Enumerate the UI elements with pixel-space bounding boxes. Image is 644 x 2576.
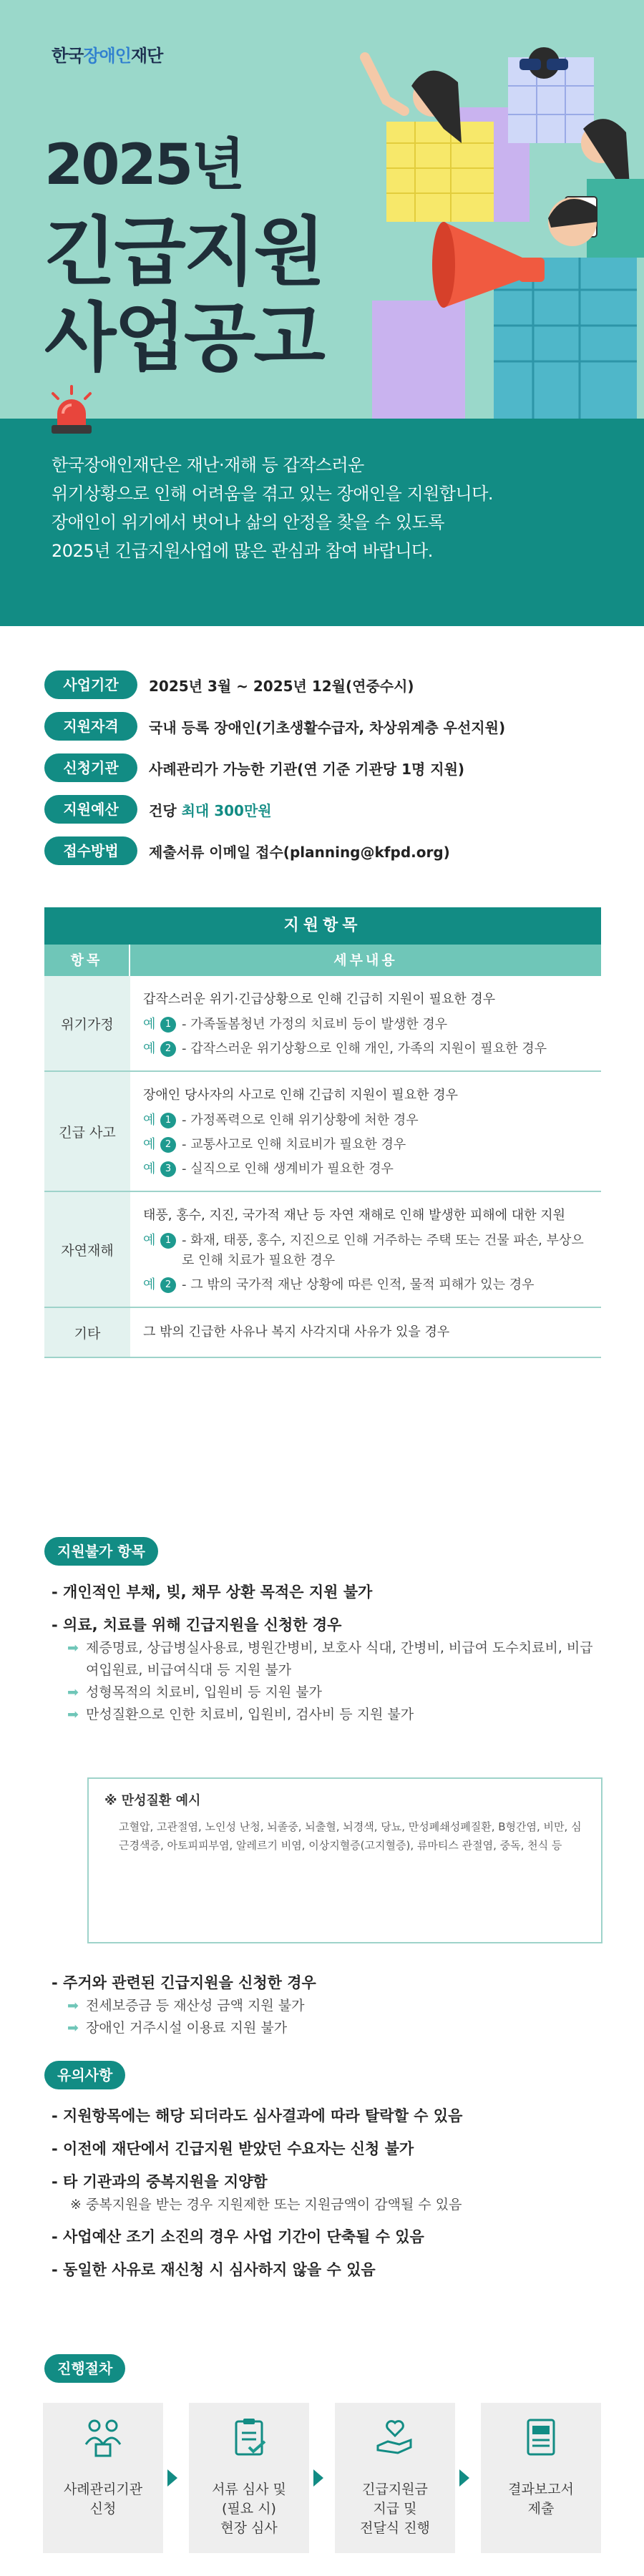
illness-title: ※ 만성질환 예시 [104,1793,201,1808]
budget-highlight: 최대 300만원 [181,801,272,819]
arrow-icon: ➡ [67,1684,79,1700]
intro-line: 한국장애인재단은 재난·재해 등 갑작스러운 [52,455,364,475]
caution-item: - 동일한 사유로 재신청 시 심사하지 않을 수 있음 [52,2261,376,2278]
process-step [481,2403,601,2553]
exclusions-title: 지원불가 항목 [44,1537,158,1566]
info-row-budget [44,789,602,830]
step-label: 결과보고서 제출 [508,2482,574,2517]
example-item: 예 1 - 가정폭력으로 인해 위기상황에 처한 경우 [143,1113,419,1128]
example-item: 예 3 - 실직으로 인해 생계비가 필요한 경우 [143,1161,394,1176]
example-item: 예 1 - 화재, 태풍, 홍수, 지진으로 인해 거주하는 주택 또는 건물 파손, 부상으로 인해 치료가 필요한 경우 [143,1233,584,1268]
arrow-icon: ➡ [67,2020,79,2036]
table-row [44,1072,601,1192]
info-row-eligibility [44,706,602,747]
info-value: 건당 최대 300만원 [149,801,272,819]
intro-line: 장애인이 위기에서 벗어나 삶의 안정을 찾을 수 있도록 [52,512,444,532]
info-label: 지원예산 [44,795,137,824]
document-icon [519,2416,562,2459]
info-label: 사업기간 [44,670,137,699]
step-label: 사례관리기관 신청 [63,2482,143,2517]
arrow-icon: ➡ [67,1998,79,2014]
row-category: 긴급 사고 [44,1072,130,1191]
siren-icon [44,385,99,439]
caution-item: - 사업예산 조기 소진의 경우 사업 기간이 단축될 수 있음 [52,2228,424,2245]
info-row-period [44,664,602,706]
table-row [44,976,601,1072]
process-step [335,2403,455,2553]
col-detail: 세부내용 [333,952,398,968]
step-label: 서류 심사 및 (필요 시) 현장 심사 [212,2482,286,2536]
chronic-illness-box [87,1777,602,1943]
table-row [44,1192,601,1308]
info-value: 국내 등록 장애인(기초생활수급자, 차상위계층 우선지원) [149,718,506,736]
hero-title-line3: 사업공고 [44,294,323,381]
arrow-icon: ➡ [67,1707,79,1722]
table-row [44,1308,601,1358]
hero-title-line2: 긴급지원 [44,208,323,296]
info-label: 접수방법 [44,836,137,865]
hero-title-year: 2025년 [44,133,243,197]
exclusion-item: - 개인적인 부채, 빚, 채무 상환 목적은 지원 불가 [52,1584,373,1601]
exclusion-subitem: ➡ 만성질환으로 인한 치료비, 입원비, 검사비 등 지원 불가 [52,1704,602,1726]
step-arrow-icon [313,2469,323,2487]
caution-note: ※ 중복지원을 받는 경우 지원제한 또는 지원금액이 감액될 수 있음 [70,2197,462,2212]
row-lead: 갑작스러운 위기·긴급상황으로 인해 긴급히 지원이 필요한 경우 [143,992,496,1007]
exclusion-item: - 주거와 관련된 긴급지원을 신청한 경우 [52,1974,316,1991]
people-illustration [336,43,644,419]
business-info [44,664,602,872]
info-row-submission [44,830,602,872]
caution-item: - 지원항목에는 해당 되더라도 심사결과에 따라 탈락할 수 있음 [52,2107,463,2124]
row-category: 기타 [44,1308,130,1357]
info-label: 지원자격 [44,712,137,741]
illness-list: 고혈압, 고관절염, 노인성 난청, 뇌졸중, 뇌출혈, 뇌경색, 당뇨, 만성폐쇄성폐질환, B형간염, 비만, 심근경색증, 아토피피부염, 알레르기 비염, 이상지혈증(고지혈증), 류마티스 관절염, 중독, 천식 등 [119,1820,582,1852]
people-icon [82,2416,125,2459]
step-arrow-icon [459,2469,469,2487]
caution-item: - 이전에 재단에서 긴급지원 받았던 수요자는 신청 불가 [52,2140,414,2157]
cautions-list [52,2095,602,2282]
intro-line: 2025년 긴급지원사업에 많은 관심과 참여 바랍니다. [52,541,433,561]
foundation-logo: 한국장애인재단 [52,46,163,66]
info-label: 신청기관 [44,753,137,782]
info-value: 사례관리가 가능한 기관(연 기준 기관당 1명 지원) [149,760,465,778]
example-item: 예 2 - 교통사고로 인해 치료비가 필요한 경우 [143,1137,406,1152]
cautions-title: 유의사항 [44,2061,125,2089]
row-lead: 그 밖의 긴급한 사유나 복지 사각지대 사유가 있을 경우 [143,1324,450,1340]
exclusion-subitem: ➡ 성형목적의 치료비, 입원비 등 지원 불가 [52,1682,602,1704]
process-step [43,2403,163,2553]
checklist-icon [228,2416,270,2459]
housing-exclusions [52,1962,602,2039]
row-category: 자연재해 [44,1192,130,1307]
process-step [189,2403,309,2553]
example-item: 예 1 - 가족돌봄청년 가정의 치료비 등이 발생한 경우 [143,1017,448,1032]
example-item: 예 2 - 갑작스러운 위기상황으로 인해 개인, 가족의 지원이 필요한 경우 [143,1041,547,1056]
hero-section [0,0,644,419]
info-value: 2025년 3월 ~ 2025년 12월(연중수시) [149,677,414,695]
col-item: 항목 [44,945,130,976]
heart-hand-icon [374,2416,416,2459]
row-lead: 태풍, 홍수, 지진, 국가적 재난 등 자연 재해로 인해 발생한 피해에 대한 지원 [143,1208,566,1223]
exclusion-item: - 의료, 치료를 위해 긴급지원을 신청한 경우 [52,1616,342,1634]
table-header [44,945,601,976]
exclusions-list [52,1571,602,1726]
exclusion-subitem: ➡ 제증명료, 상급병실사용료, 병원간병비, 보호사 식대, 간병비, 비급여 도수치료비, 비급여입원료, 비급여식대 등 지원 불가 [52,1637,602,1682]
row-category: 위기가정 [44,976,130,1070]
exclusion-subitem: ➡ 전세보증금 등 재산성 금액 지원 불가 [52,1995,602,2017]
step-arrow-icon [167,2469,177,2487]
arrow-icon: ➡ [67,1640,79,1656]
support-table [44,907,601,1358]
caution-item: - 타 기관과의 중복지원을 지양함 [52,2173,268,2190]
step-label: 긴급지원금 지급 및 전달식 진행 [360,2482,430,2536]
example-item: 예 2 - 그 밖의 국가적 재난 상황에 따른 인적, 물적 피해가 있는 경우 [143,1277,535,1292]
intro-text [52,451,624,565]
process-steps [43,2403,601,2553]
table-title: 지원항목 [44,907,601,945]
info-value: 제출서류 이메일 접수(planning@kfpd.org) [149,843,450,861]
intro-line: 위기상황으로 인해 어려움을 겪고 있는 장애인을 지원합니다. [52,484,494,504]
info-row-applicant [44,747,602,789]
row-lead: 장애인 당사자의 사고로 인해 긴급히 지원이 필요한 경우 [143,1088,458,1103]
exclusion-subitem: ➡ 장애인 거주시설 이용료 지원 불가 [52,2017,602,2039]
process-title: 진행절차 [44,2354,125,2383]
